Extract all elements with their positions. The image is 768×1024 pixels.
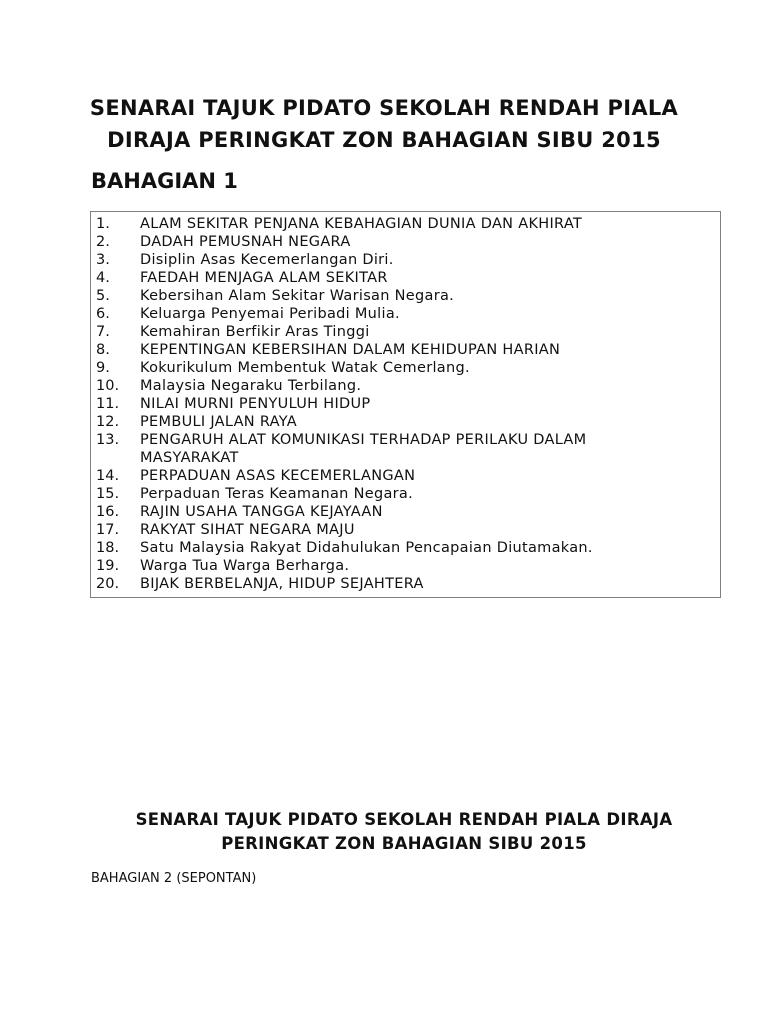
- list-item: [91, 287, 720, 305]
- list-item-number: 18.: [96, 540, 120, 556]
- list-item-text: FAEDAH MENJAGA ALAM SEKITAR: [140, 270, 388, 286]
- list-item: [91, 575, 720, 593]
- list-item-text: DADAH PEMUSNAH NEGARA: [140, 234, 351, 250]
- list-item: [91, 539, 720, 557]
- list-item-text: PENGARUH ALAT KOMUNIKASI TERHADAP PERILAKU DALAM MASYARAKAT: [140, 432, 587, 466]
- list-item: [91, 413, 720, 431]
- list-item-text: Perpaduan Teras Keamanan Negara.: [140, 486, 413, 502]
- list-item: [91, 521, 720, 539]
- list-item-number: 17.: [96, 522, 120, 538]
- list-item-number: 6.: [96, 306, 110, 322]
- list-item-number: 9.: [96, 360, 110, 376]
- list-item: [91, 377, 720, 395]
- list-item-number: 10.: [96, 378, 120, 394]
- list-item-text: RAJIN USAHA TANGGA KEJAYAAN: [140, 504, 383, 520]
- list-item-text: Kokurikulum Membentuk Watak Cemerlang.: [140, 360, 470, 376]
- list-item-number: 19.: [96, 558, 120, 574]
- list-item-text: Warga Tua Warga Berharga.: [140, 558, 350, 574]
- list-item: [91, 269, 720, 287]
- list-item-number: 13.: [96, 432, 120, 448]
- list-item-text: KEPENTINGAN KEBERSIHAN DALAM KEHIDUPAN HARIAN: [140, 342, 561, 358]
- section-heading-bahagian-1: BAHAGIAN 1: [91, 169, 238, 193]
- list-item-text: Kebersihan Alam Sekitar Warisan Negara.: [140, 288, 455, 304]
- list-item-text: ALAM SEKITAR PENJANA KEBAHAGIAN DUNIA DAN AKHIRAT: [140, 216, 583, 232]
- document-title-repeat: SENARAI TAJUK PIDATO SEKOLAH RENDAH PIALA DIRAJA PERINGKAT ZON BAHAGIAN SIBU 2015: [135, 810, 673, 853]
- section-heading-bahagian-2: BAHAGIAN 2 (SEPONTAN): [91, 871, 257, 886]
- list-item: [91, 431, 720, 467]
- list-item: [91, 395, 720, 413]
- list-item-number: 3.: [96, 252, 110, 268]
- list-item: [91, 251, 720, 269]
- list-item: [91, 341, 720, 359]
- list-item: [91, 503, 720, 521]
- document-title: SENARAI TAJUK PIDATO SEKOLAH RENDAH PIALA DIRAJA PERINGKAT ZON BAHAGIAN SIBU 2015: [89, 96, 679, 152]
- topic-list-box: [90, 211, 721, 598]
- list-item: [91, 359, 720, 377]
- list-item-text: PEMBULI JALAN RAYA: [140, 414, 297, 430]
- topic-list: [91, 215, 720, 593]
- list-item-text: NILAI MURNI PENYULUH HIDUP: [140, 396, 371, 412]
- list-item-text: Disiplin Asas Kecemerlangan Diri.: [140, 252, 394, 268]
- list-item: [91, 305, 720, 323]
- list-item: [91, 485, 720, 503]
- list-item: [91, 467, 720, 485]
- list-item-number: 11.: [96, 396, 120, 412]
- list-item-text: Kemahiran Berfikir Aras Tinggi: [140, 324, 370, 340]
- list-item-number: 1.: [96, 216, 110, 232]
- list-item: [91, 323, 720, 341]
- list-item-number: 7.: [96, 324, 110, 340]
- list-item-number: 4.: [96, 270, 110, 286]
- list-item-text: RAKYAT SIHAT NEGARA MAJU: [140, 522, 355, 538]
- list-item-text: BIJAK BERBELANJA, HIDUP SEJAHTERA: [140, 576, 424, 592]
- list-item: [91, 557, 720, 575]
- list-item-number: 8.: [96, 342, 110, 358]
- list-item-number: 16.: [96, 504, 120, 520]
- list-item: [91, 215, 720, 233]
- list-item-number: 12.: [96, 414, 120, 430]
- list-item: [91, 233, 720, 251]
- list-item-number: 2.: [96, 234, 110, 250]
- list-item-number: 15.: [96, 486, 120, 502]
- list-item-text: Malaysia Negaraku Terbilang.: [140, 378, 362, 394]
- list-item-number: 5.: [96, 288, 110, 304]
- list-item-text: Keluarga Penyemai Peribadi Mulia.: [140, 306, 400, 322]
- list-item-number: 14.: [96, 468, 120, 484]
- list-item-text: Satu Malaysia Rakyat Didahulukan Pencapaian Diutamakan.: [140, 540, 593, 556]
- list-item-number: 20.: [96, 576, 120, 592]
- list-item-text: PERPADUAN ASAS KECEMERLANGAN: [140, 468, 416, 484]
